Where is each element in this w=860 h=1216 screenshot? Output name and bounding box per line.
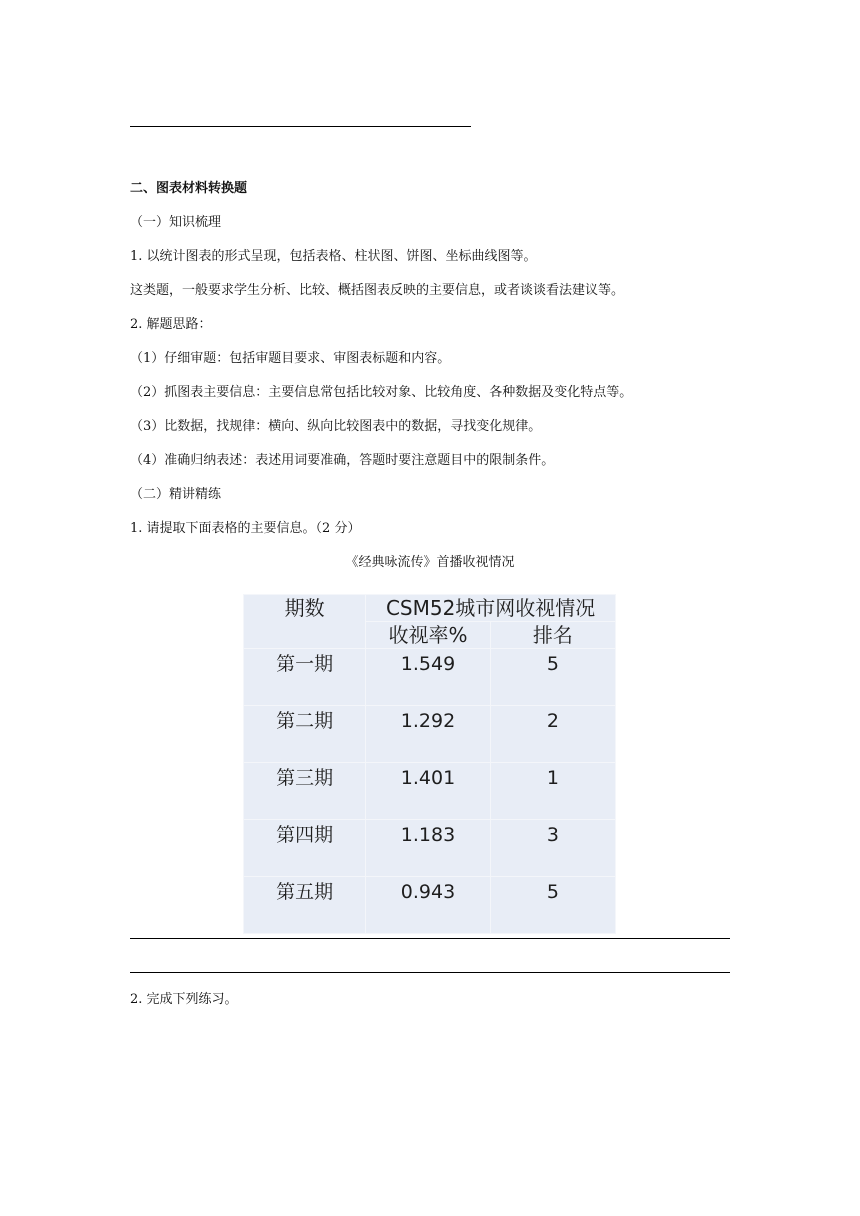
step-1: （1）仔细审题：包括审题目要求、审图表标题和内容。 — [130, 351, 451, 366]
header-issue: 期数 — [244, 595, 366, 649]
ratings-table — [243, 594, 616, 934]
step-2: （2）抓图表主要信息：主要信息常包括比较对象、比较角度、各种数据及变化特点等。 — [130, 385, 633, 400]
cell-rating: 1.292 — [366, 706, 490, 763]
section-title: 二、图表材料转换题 — [130, 181, 248, 196]
cell-rank: 5 — [490, 649, 615, 706]
cell-rank: 5 — [490, 877, 615, 934]
subsection-practice: （二）精讲精练 — [130, 487, 222, 502]
cell-rank: 2 — [490, 706, 615, 763]
cell-rating: 1.183 — [366, 820, 490, 877]
table-row — [244, 649, 616, 706]
cell-issue: 第一期 — [244, 649, 366, 706]
cell-issue: 第二期 — [244, 706, 366, 763]
cell-rating: 0.943 — [366, 877, 490, 934]
cell-issue: 第三期 — [244, 763, 366, 820]
answer-line-top — [130, 126, 471, 127]
answer-line-2 — [130, 972, 730, 973]
step-4: （4）准确归纳表述：表述用词要准确，答题时要注意题目中的限制条件。 — [130, 453, 555, 468]
table-caption: 《经典咏流传》首播收视情况 — [345, 555, 515, 570]
table-row — [244, 763, 616, 820]
subsection-knowledge: （一）知识梳理 — [130, 215, 222, 230]
cell-rating: 1.549 — [366, 649, 490, 706]
table-row — [244, 877, 616, 934]
paragraph-3: 2. 解题思路： — [130, 317, 212, 332]
cell-rating: 1.401 — [366, 763, 490, 820]
cell-issue: 第四期 — [244, 820, 366, 877]
paragraph-2: 这类题，一般要求学生分析、比较、概括图表反映的主要信息，或者谈谈看法建议等。 — [130, 283, 625, 298]
question-1: 1. 请提取下面表格的主要信息。（2 分） — [130, 521, 361, 536]
header-rating: 收视率% — [366, 622, 490, 649]
cell-rank: 3 — [490, 820, 615, 877]
answer-line-1 — [130, 938, 730, 939]
cell-rank: 1 — [490, 763, 615, 820]
table-row — [244, 820, 616, 877]
paragraph-1: 1. 以统计图表的形式呈现，包括表格、柱状图、饼图、坐标曲线图等。 — [130, 249, 537, 264]
cell-issue: 第五期 — [244, 877, 366, 934]
header-group: CSM52城市网收视情况 — [366, 595, 616, 622]
table-row — [244, 706, 616, 763]
question-2: 2. 完成下列练习。 — [130, 992, 238, 1007]
header-rank: 排名 — [490, 622, 615, 649]
step-3: （3）比数据，找规律：横向、纵向比较图表中的数据，寻找变化规律。 — [130, 419, 542, 434]
